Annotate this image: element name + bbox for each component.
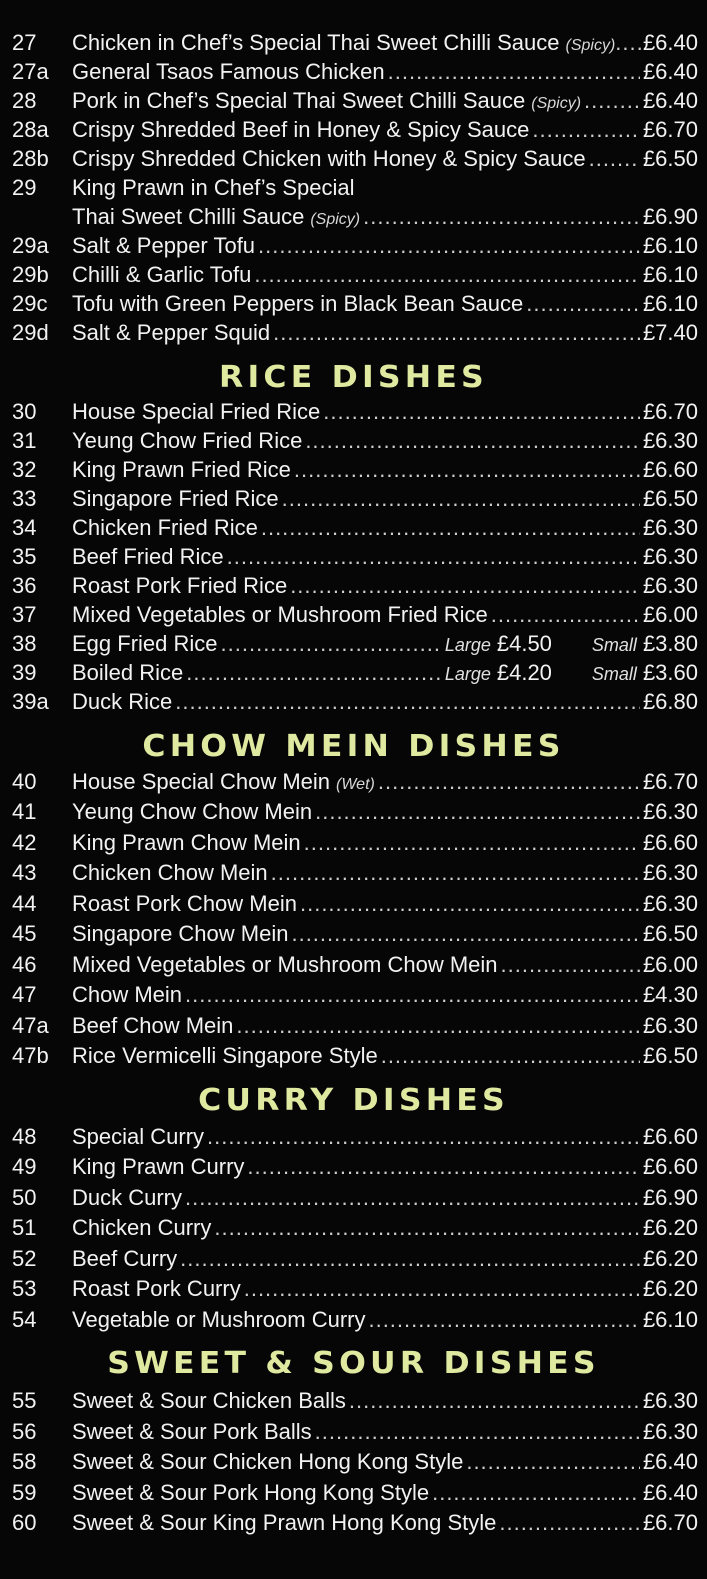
menu-item-52 <box>12 1244 698 1274</box>
item-price: £6.40 <box>642 1449 698 1474</box>
item-price: £6.90 <box>642 1185 698 1210</box>
item-number: 41 <box>12 799 37 824</box>
dot-leader <box>244 1274 640 1304</box>
menu-item-27a <box>12 57 698 87</box>
dot-leader <box>290 571 640 601</box>
item-number: 44 <box>12 891 37 916</box>
dot-leader <box>175 687 640 717</box>
item-name: Roast Pork Fried Rice <box>72 573 288 598</box>
item-price: £6.40 <box>642 1480 698 1505</box>
item-name: Beef Curry <box>72 1246 178 1271</box>
item-name: Special Curry <box>72 1124 205 1149</box>
dot-leader <box>214 1213 640 1243</box>
dot-leader <box>221 629 442 659</box>
item-name: Yeung Chow Fried Rice <box>72 428 303 453</box>
dot-leader <box>261 513 640 543</box>
item-number: 37 <box>12 602 37 627</box>
item-price: £6.20 <box>642 1276 698 1301</box>
item-price: £6.30 <box>642 860 698 885</box>
item-price: £6.20 <box>642 1246 698 1271</box>
item-name: Vegetable or Mushroom Curry <box>72 1307 366 1332</box>
item-number: 38 <box>12 631 37 656</box>
dot-leader <box>254 260 640 290</box>
item-number: 30 <box>12 399 37 424</box>
dot-leader <box>584 86 640 116</box>
item-number: 51 <box>12 1215 37 1240</box>
item-name: Beef Chow Mein <box>72 1013 234 1038</box>
item-name: Duck Rice <box>72 689 173 714</box>
item-number: 28a <box>12 117 49 142</box>
menu-item-31 <box>12 426 698 456</box>
menu-item-47a <box>12 1011 698 1041</box>
menu-item-56 <box>12 1417 698 1447</box>
item-name: Sweet & Sour Pork Hong Kong Style <box>72 1480 430 1505</box>
item-price: £6.30 <box>642 799 698 824</box>
item-name: Singapore Fried Rice <box>72 486 279 511</box>
item-price: £6.30 <box>642 1419 698 1444</box>
item-number: 29a <box>12 233 49 258</box>
item-note: (Wet) <box>336 776 375 793</box>
item-number: 36 <box>12 573 37 598</box>
dot-leader <box>185 1183 640 1213</box>
menu-item-40 <box>12 767 698 797</box>
item-number: 31 <box>12 428 37 453</box>
item-price: £6.00 <box>642 602 698 627</box>
menu-item-50 <box>12 1183 698 1213</box>
item-number: 34 <box>12 515 37 540</box>
menu-item-60 <box>12 1508 698 1538</box>
dot-leader <box>236 1011 640 1041</box>
item-name: Chicken Curry <box>72 1215 212 1240</box>
dot-leader <box>615 28 643 58</box>
item-number: 35 <box>12 544 37 569</box>
item-name: Chilli & Garlic Tofu <box>72 262 252 287</box>
item-name: Singapore Chow Mein <box>72 921 289 946</box>
item-price: £6.70 <box>642 399 698 424</box>
menu-item-29c <box>12 289 698 319</box>
menu-item-30 <box>12 397 698 427</box>
item-number: 32 <box>12 457 37 482</box>
menu-item-49 <box>12 1152 698 1182</box>
section-heading-chow-mein: CHOW MEIN DISHES <box>142 729 565 764</box>
dot-leader <box>466 1447 640 1477</box>
item-name: King Prawn in Chef’s Special <box>72 175 355 200</box>
item-price: £6.50 <box>642 146 698 171</box>
dot-leader <box>180 1244 640 1274</box>
item-name: Crispy Shredded Chicken with Honey & Spicy Sauce <box>72 146 586 171</box>
item-name: King Prawn Curry <box>72 1154 245 1179</box>
dot-leader <box>207 1122 640 1152</box>
item-number: 43 <box>12 860 37 885</box>
item-price: £7.40 <box>642 320 698 345</box>
item-number: 29b <box>12 262 49 287</box>
item-price: £6.60 <box>642 1124 698 1149</box>
dot-leader <box>349 1386 640 1416</box>
menu-item-42 <box>12 828 698 858</box>
menu-item-58 <box>12 1447 698 1477</box>
item-price: £6.70 <box>642 117 698 142</box>
item-name: Mixed Vegetables or Mushroom Fried Rice <box>72 602 488 627</box>
dot-leader <box>315 797 640 827</box>
dot-leader <box>282 484 640 514</box>
small-size-label: Small <box>591 664 637 684</box>
section-heading-sweet-sour: SWEET & SOUR DISHES <box>107 1346 600 1381</box>
item-price: £6.90 <box>642 204 698 229</box>
item-price: £6.40 <box>642 30 698 55</box>
dot-leader <box>368 1305 639 1335</box>
item-number: 48 <box>12 1124 37 1149</box>
item-name: Pork in Chef’s Special Thai Sweet Chilli Sauce <box>72 88 526 113</box>
menu-item-45 <box>12 919 698 949</box>
small-size-label: Small <box>591 635 637 655</box>
dot-leader <box>273 318 640 348</box>
menu-item-27 <box>12 28 698 58</box>
dot-leader <box>501 950 640 980</box>
item-name: Boiled Rice <box>72 660 184 685</box>
menu-item-33 <box>12 484 698 514</box>
large-size-label: Large <box>444 635 491 655</box>
item-price: £6.40 <box>642 59 698 84</box>
item-number: 47 <box>12 982 37 1007</box>
item-number: 54 <box>12 1307 37 1332</box>
item-number: 47b <box>12 1043 49 1068</box>
item-price: £6.30 <box>642 515 698 540</box>
item-name: Sweet & Sour Pork Balls <box>72 1419 312 1444</box>
dot-leader <box>526 289 640 319</box>
item-number: 28b <box>12 146 49 171</box>
menu-item-41 <box>12 797 698 827</box>
dot-leader <box>589 144 640 174</box>
dot-leader <box>532 115 640 145</box>
menu-item-35 <box>12 542 698 572</box>
menu-item-29 <box>12 173 698 203</box>
item-number: 56 <box>12 1419 37 1444</box>
dot-leader <box>432 1478 640 1508</box>
dot-leader <box>300 889 640 919</box>
menu-item-38 <box>12 629 698 659</box>
dot-leader <box>185 980 640 1010</box>
item-price: £6.70 <box>642 1510 698 1535</box>
item-number: 33 <box>12 486 37 511</box>
dot-leader <box>491 600 640 630</box>
item-number: 60 <box>12 1510 37 1535</box>
item-price: £6.10 <box>642 262 698 287</box>
section-heading-rice: RICE DISHES <box>219 360 488 395</box>
dot-leader <box>291 919 639 949</box>
large-price: £4.20 <box>496 660 552 685</box>
item-name: Salt & Pepper Tofu <box>72 233 256 258</box>
menu-item-48 <box>12 1122 698 1152</box>
menu-item-29d <box>12 318 698 348</box>
item-number: 28 <box>12 88 37 113</box>
item-number: 39 <box>12 660 37 685</box>
item-name: Beef Fried Rice <box>72 544 224 569</box>
item-name: Sweet & Sour King Prawn Hong Kong Style <box>72 1510 497 1535</box>
item-name: Chow Mein <box>72 982 183 1007</box>
dot-leader <box>499 1508 640 1538</box>
item-number: 27a <box>12 59 49 84</box>
item-number: 55 <box>12 1388 37 1413</box>
item-name: King Prawn Fried Rice <box>72 457 291 482</box>
menu-item-29b <box>12 260 698 290</box>
item-number: 29 <box>12 175 37 200</box>
item-name: House Special Chow Mein <box>72 769 331 794</box>
item-number: 39a <box>12 689 49 714</box>
menu-item-34 <box>12 513 698 543</box>
dot-leader <box>323 397 640 427</box>
item-name: Chicken Fried Rice <box>72 515 258 540</box>
item-name: Rice Vermicelli Singapore Style <box>72 1043 378 1068</box>
item-name: Duck Curry <box>72 1185 183 1210</box>
dot-leader <box>315 1417 640 1447</box>
item-price: £6.30 <box>642 1013 698 1038</box>
menu-item-36 <box>12 571 698 601</box>
item-number: 29d <box>12 320 49 345</box>
dot-leader <box>247 1152 640 1182</box>
item-price: £6.30 <box>642 573 698 598</box>
item-number: 27 <box>12 30 37 55</box>
item-price: £6.00 <box>642 952 698 977</box>
menu-item-28b <box>12 144 698 174</box>
item-number: 52 <box>12 1246 37 1271</box>
dot-leader <box>294 455 640 485</box>
dot-leader <box>258 231 640 261</box>
item-price: £6.40 <box>642 88 698 113</box>
item-price: £6.60 <box>642 830 698 855</box>
item-name: Tofu with Green Peppers in Black Bean Sauce <box>72 291 524 316</box>
item-price: £6.20 <box>642 1215 698 1240</box>
menu-item-44 <box>12 889 698 919</box>
item-name: Chicken in Chef’s Special Thai Sweet Chilli Sauce <box>72 30 560 55</box>
menu-item-37 <box>12 600 698 630</box>
item-name: King Prawn Chow Mein <box>72 830 301 855</box>
menu-item-39a <box>12 687 698 717</box>
dot-leader <box>378 767 640 797</box>
item-price: £6.10 <box>642 291 698 316</box>
item-number: 49 <box>12 1154 37 1179</box>
item-number: 58 <box>12 1449 37 1474</box>
menu-item-47b <box>12 1041 698 1071</box>
item-name: Egg Fried Rice <box>72 631 218 656</box>
dot-leader <box>388 57 640 87</box>
item-name: Crispy Shredded Beef in Honey & Spicy Sauce <box>72 117 530 142</box>
item-name: Chicken Chow Mein <box>72 860 268 885</box>
dot-leader <box>227 542 640 572</box>
item-note: (Spicy) <box>531 95 582 112</box>
menu-item-53 <box>12 1274 698 1304</box>
menu-item-55 <box>12 1386 698 1416</box>
item-note: (Spicy) <box>310 211 361 228</box>
item-name: Yeung Chow Chow Mein <box>72 799 313 824</box>
large-price: £4.50 <box>496 631 552 656</box>
item-name: General Tsaos Famous Chicken <box>72 59 385 84</box>
item-price: £6.50 <box>642 1043 698 1068</box>
item-name: Roast Pork Curry <box>72 1276 241 1301</box>
menu-item-39 <box>12 658 698 688</box>
item-name: Sweet & Sour Chicken Hong Kong Style <box>72 1449 464 1474</box>
menu-item-54 <box>12 1305 698 1335</box>
menu-item-43 <box>12 858 698 888</box>
item-number: 59 <box>12 1480 37 1505</box>
item-number: 53 <box>12 1276 37 1301</box>
item-number: 45 <box>12 921 37 946</box>
dot-leader <box>305 426 640 456</box>
small-price: £3.80 <box>642 631 698 656</box>
menu-item-47 <box>12 980 698 1010</box>
item-number: 46 <box>12 952 37 977</box>
menu-item-29a <box>12 231 698 261</box>
menu-item-59 <box>12 1478 698 1508</box>
section-heading-curry: CURRY DISHES <box>198 1083 509 1118</box>
item-name: Roast Pork Chow Mein <box>72 891 297 916</box>
item-name-continued: Thai Sweet Chilli Sauce <box>72 204 305 229</box>
large-size-label: Large <box>444 664 491 684</box>
item-price: £6.30 <box>642 891 698 916</box>
item-name: Salt & Pepper Squid <box>72 320 271 345</box>
item-price: £6.50 <box>642 921 698 946</box>
item-number: 40 <box>12 769 37 794</box>
item-price: £6.10 <box>642 233 698 258</box>
item-number: 42 <box>12 830 37 855</box>
menu-item-28a <box>12 115 698 145</box>
item-price: £6.30 <box>642 428 698 453</box>
item-name: House Special Fried Rice <box>72 399 321 424</box>
dot-leader <box>271 858 640 888</box>
item-price: £6.70 <box>642 769 698 794</box>
item-price: £6.10 <box>642 1307 698 1332</box>
dot-leader <box>304 828 640 858</box>
menu-item-51 <box>12 1213 698 1243</box>
menu-item-46 <box>12 950 698 980</box>
item-name: Sweet & Sour Chicken Balls <box>72 1388 346 1413</box>
item-price: £6.30 <box>642 544 698 569</box>
item-price: £6.50 <box>642 486 698 511</box>
dot-leader <box>381 1041 640 1071</box>
item-note: (Spicy) <box>565 37 616 54</box>
dot-leader <box>363 202 640 232</box>
small-price: £3.60 <box>642 660 698 685</box>
menu-item-29-line2 <box>12 202 698 232</box>
menu-item-28 <box>12 86 698 116</box>
item-name: Mixed Vegetables or Mushroom Chow Mein <box>72 952 498 977</box>
item-number: 50 <box>12 1185 37 1210</box>
item-number: 47a <box>12 1013 49 1038</box>
item-price: £6.60 <box>642 457 698 482</box>
item-price: £4.30 <box>642 982 698 1007</box>
menu-item-32 <box>12 455 698 485</box>
dot-leader <box>186 658 442 688</box>
item-price: £6.60 <box>642 1154 698 1179</box>
item-price: £6.30 <box>642 1388 698 1413</box>
item-price: £6.80 <box>642 689 698 714</box>
item-number: 29c <box>12 291 48 316</box>
